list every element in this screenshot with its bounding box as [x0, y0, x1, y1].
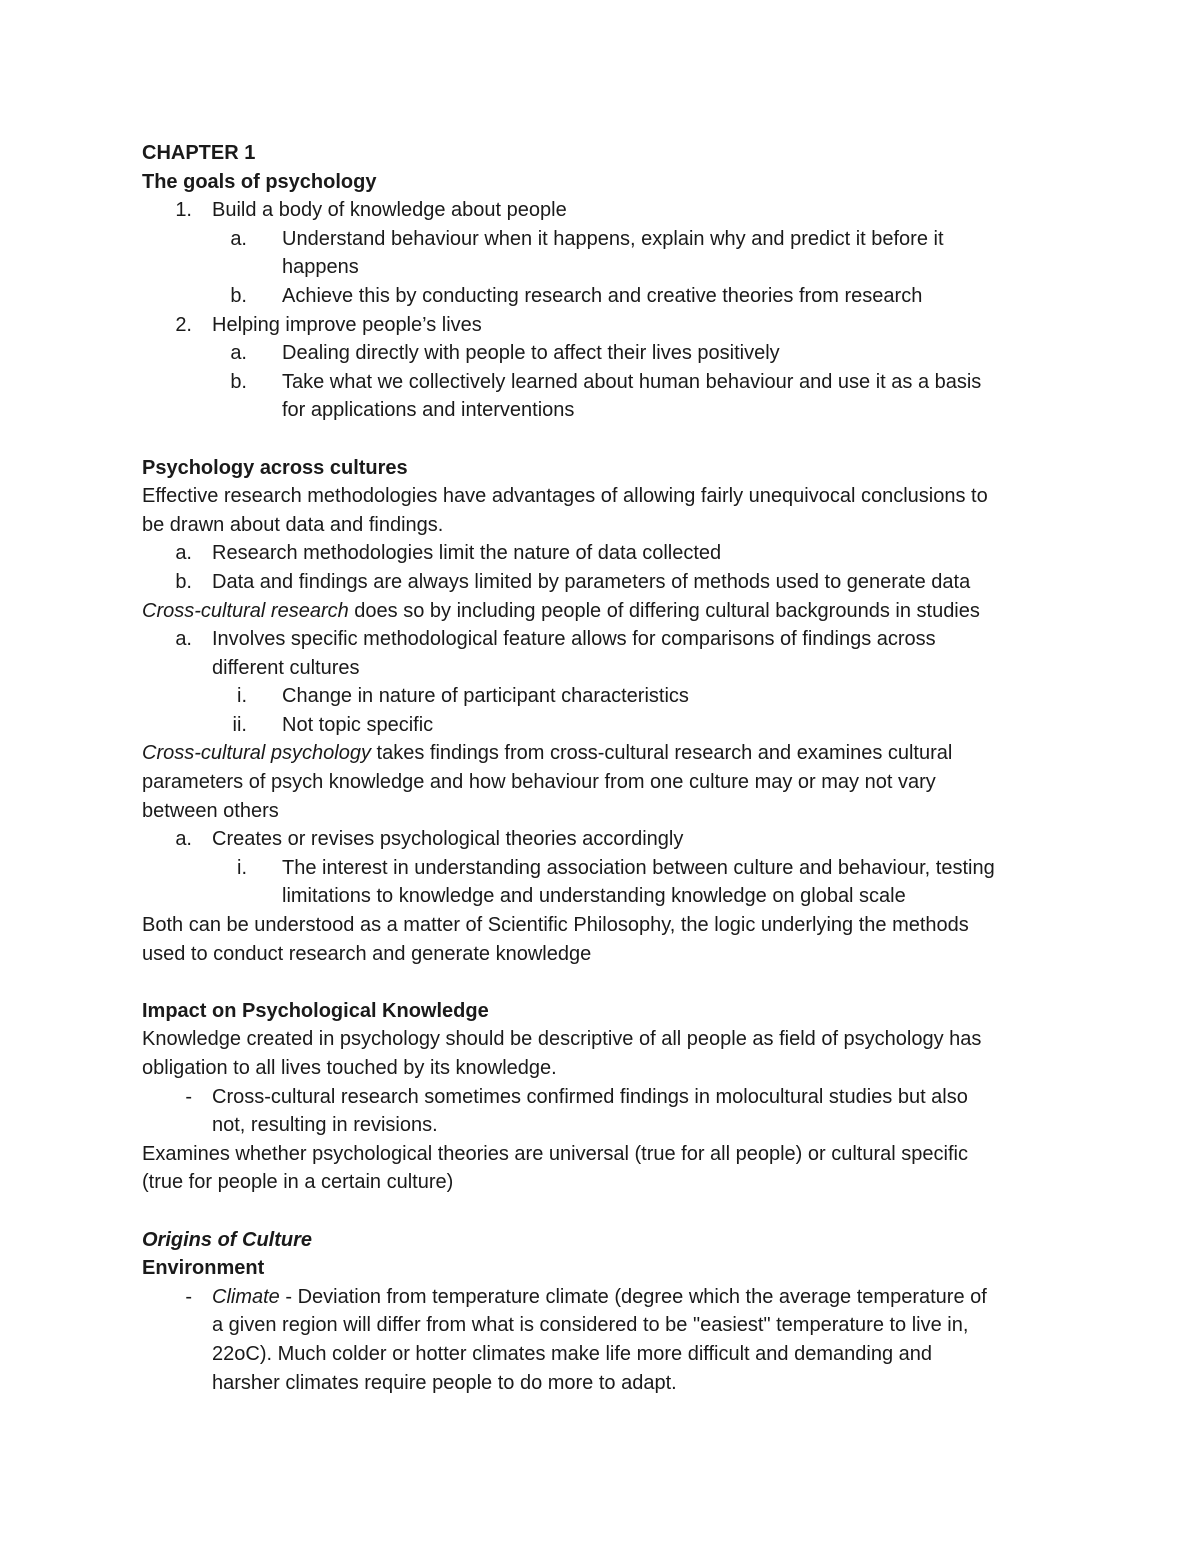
paragraph-line: be drawn about data and findings.	[142, 513, 444, 536]
paragraph-line: obligation to all lives touched by its knowledge.	[142, 1057, 557, 1079]
list-marker: a.	[230, 342, 247, 365]
list-marker: ii.	[232, 713, 247, 736]
bullet-item-continuation: a given region will differ from what is considered to be "easiest" temperature to live in,	[212, 1314, 969, 1337]
list-item: b. Data and findings are always limited by parameters of methods used to generate data	[142, 568, 1062, 597]
list-item: ii. Not topic specific	[142, 711, 1062, 740]
list-item: 1. Build a body of knowledge about people	[142, 196, 1062, 225]
bullet-item: - Climate - Deviation from temperature climate (degree which the average temperature of	[142, 1283, 1062, 1312]
chapter-title: CHAPTER 1	[142, 142, 256, 164]
list-marker: b.	[175, 570, 192, 593]
bullet-item: - Cross-cultural research sometimes confirmed findings in molocultural studies but also	[142, 1083, 1062, 1112]
list-item-continuation: happens	[282, 256, 359, 279]
bullet-marker: -	[185, 1285, 192, 1308]
list-marker: a.	[175, 542, 192, 565]
list-marker: a.	[175, 628, 192, 651]
paragraph-line: Cross-cultural research does so by including people of differing cultural backgrounds in studies	[142, 599, 980, 622]
list-item-continuation: different cultures	[212, 656, 360, 679]
goals-heading: The goals of psychology	[142, 170, 377, 193]
list-marker: i.	[237, 685, 247, 708]
list-item: 2. Helping improve people’s lives	[142, 311, 1062, 340]
list-item: a. Dealing directly with people to affect their lives positively	[142, 339, 1062, 368]
term-cross-cultural-research: Cross-cultural research	[142, 599, 349, 622]
across-heading: Psychology across cultures	[142, 456, 408, 479]
list-item-continuation: limitations to knowledge and understanding knowledge on global scale	[282, 885, 906, 908]
paragraph-line: Both can be understood as a matter of Scientific Philosophy, the logic underlying the methods	[142, 914, 969, 937]
bullet-marker: -	[185, 1085, 192, 1108]
paragraph-line: (true for people in a certain culture)	[142, 1171, 454, 1194]
paragraph-line: Cross-cultural psychology takes findings from cross-cultural research and examines cultural	[142, 742, 953, 765]
list-item: i. The interest in understanding association between culture and behaviour, testing	[142, 854, 1062, 883]
list-item: b. Achieve this by conducting research and creative theories from research	[142, 282, 1062, 311]
document-page	[142, 139, 1062, 1397]
term-climate: Climate	[212, 1285, 280, 1308]
list-marker: b.	[230, 284, 247, 307]
list-item: i. Change in nature of participant characteristics	[142, 682, 1062, 711]
list-marker: b.	[230, 370, 247, 393]
environment-subheading: Environment	[142, 1257, 265, 1280]
bullet-item-continuation: not, resulting in revisions.	[212, 1114, 438, 1137]
paragraph-line: used to conduct research and generate knowledge	[142, 942, 592, 965]
paragraph-line: Examines whether psychological theories are universal (true for all people) or cultural specific	[142, 1142, 968, 1165]
paragraph-line: Knowledge created in psychology should be descriptive of all people as field of psychology has	[142, 1028, 982, 1051]
paragraph-line: Effective research methodologies have advantages of allowing fairly unequivocal conclusions to	[142, 485, 988, 508]
list-item: a. Creates or revises psychological theories accordingly	[142, 825, 1062, 854]
list-marker: a.	[175, 828, 192, 851]
bullet-item-continuation: harsher climates require people to do more to adapt.	[212, 1371, 677, 1394]
paragraph-line: parameters of psych knowledge and how behaviour from one culture may or may not vary	[142, 771, 936, 794]
impact-heading: Impact on Psychological Knowledge	[142, 999, 489, 1022]
list-marker: i.	[237, 856, 247, 879]
origins-heading: Origins of Culture	[142, 1228, 312, 1251]
list-item: a. Research methodologies limit the nature of data collected	[142, 539, 1062, 568]
list-item: a. Involves specific methodological feature allows for comparisons of findings across	[142, 625, 1062, 654]
list-item: a. Understand behaviour when it happens, explain why and predict it before it	[142, 225, 1062, 254]
bullet-item-continuation: 22oC). Much colder or hotter climates make life more difficult and demanding and	[212, 1342, 932, 1365]
list-marker: 1.	[175, 199, 192, 222]
list-item: b. Take what we collectively learned about human behaviour and use it as a basis	[142, 368, 1062, 397]
list-marker: 2.	[175, 313, 192, 336]
paragraph-line: between others	[142, 799, 279, 822]
list-item-continuation: for applications and interventions	[282, 399, 575, 422]
list-marker: a.	[230, 227, 247, 250]
term-cross-cultural-psychology: Cross-cultural psychology	[142, 742, 371, 765]
